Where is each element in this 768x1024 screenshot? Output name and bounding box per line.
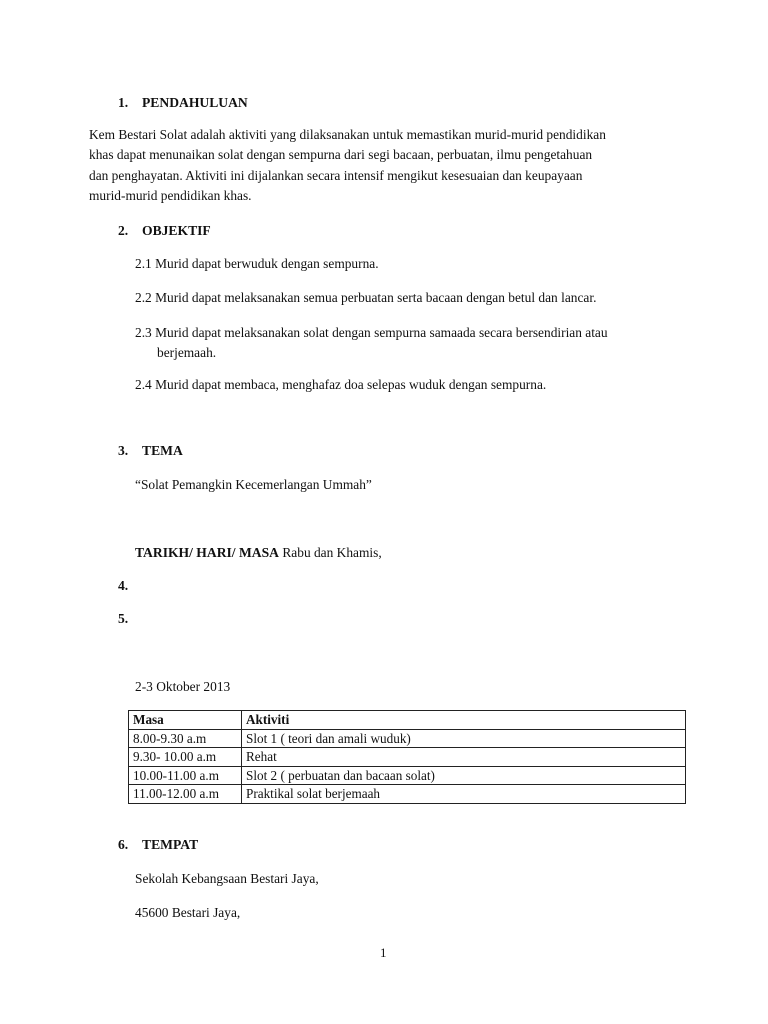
intro-paragraph [89,125,681,206]
time-cell: 8.00-9.30 a.m [129,729,242,748]
time-cell: 10.00-11.00 a.m [129,766,242,785]
section-2-heading [118,223,211,239]
section-5-number: 5. [118,611,129,626]
activity-cell: Rehat [242,748,686,767]
section-2-number: 2. [118,223,129,238]
schedule-table [128,710,686,804]
section-1-number: 1. [118,95,129,110]
section-4-number: 4. [118,578,129,593]
time-cell: 11.00-12.00 a.m [129,785,242,804]
intro-line: dan penghayatan. Aktiviti ini dijalankan secara intensif mengikut kesesuaian dan keupayaan [89,167,583,183]
activity-cell: Praktikal solat berjemaah [242,785,686,804]
section-6-title: TEMPAT [142,837,199,852]
section-6-heading [118,837,198,853]
venue-line: 45600 Bestari Jaya, [135,905,241,920]
date-days: Rabu dan Khamis, [282,545,382,560]
time-cell: 9.30- 10.00 a.m [129,748,242,767]
section-2-title: OBJEKTIF [142,223,211,238]
section-3-title: TEMA [142,443,183,458]
section-3-number: 3. [118,443,129,458]
activity-cell: Slot 1 ( teori dan amali wuduk) [242,729,686,748]
section-1-title: PENDAHULUAN [142,95,248,110]
objective-item [135,323,608,363]
section-1-heading [118,95,248,111]
venue-line: Sekolah Kebangsaan Bestari Jaya, [135,871,319,886]
table-row [129,729,686,748]
section-3-heading [118,443,183,459]
column-header: Masa [129,711,242,730]
date-label: TARIKH/ HARI/ MASA [135,545,280,560]
objective-item: 2.2 Murid dapat melaksanakan semua perbuatan serta bacaan dengan betul dan lancar. [135,290,597,305]
objective-item: 2.4 Murid dapat membaca, menghafaz doa selepas wuduk dengan sempurna. [135,377,547,392]
page-number: 1 [380,945,387,960]
section-6-number: 6. [118,837,129,852]
table-row [129,748,686,767]
objective-text: 2.3 Murid dapat melaksanakan solat dengan sempurna samaada secara bersendirian atau [135,325,608,340]
date-line [135,545,382,561]
intro-line: Kem Bestari Solat adalah aktiviti yang dilaksanakan untuk memastikan murid-murid pendidikan [89,127,606,142]
table-row [129,785,686,804]
activity-cell: Slot 2 ( perbuatan dan bacaan solat) [242,766,686,785]
table-row [129,766,686,785]
intro-line: murid-murid pendidikan khas. [89,187,252,203]
table-header-row [129,711,686,730]
theme-text: “Solat Pemangkin Kecemerlangan Ummah” [135,477,372,492]
intro-line: khas dapat menunaikan solat dengan sempurna dari segi bacaan, perbuatan, ilmu pengetahuan [89,147,593,163]
date-text: 2-3 Oktober 2013 [135,679,231,694]
column-header: Aktiviti [242,711,686,730]
objective-continuation: berjemaah. [157,345,217,360]
objective-item: 2.1 Murid dapat berwuduk dengan sempurna. [135,256,379,271]
